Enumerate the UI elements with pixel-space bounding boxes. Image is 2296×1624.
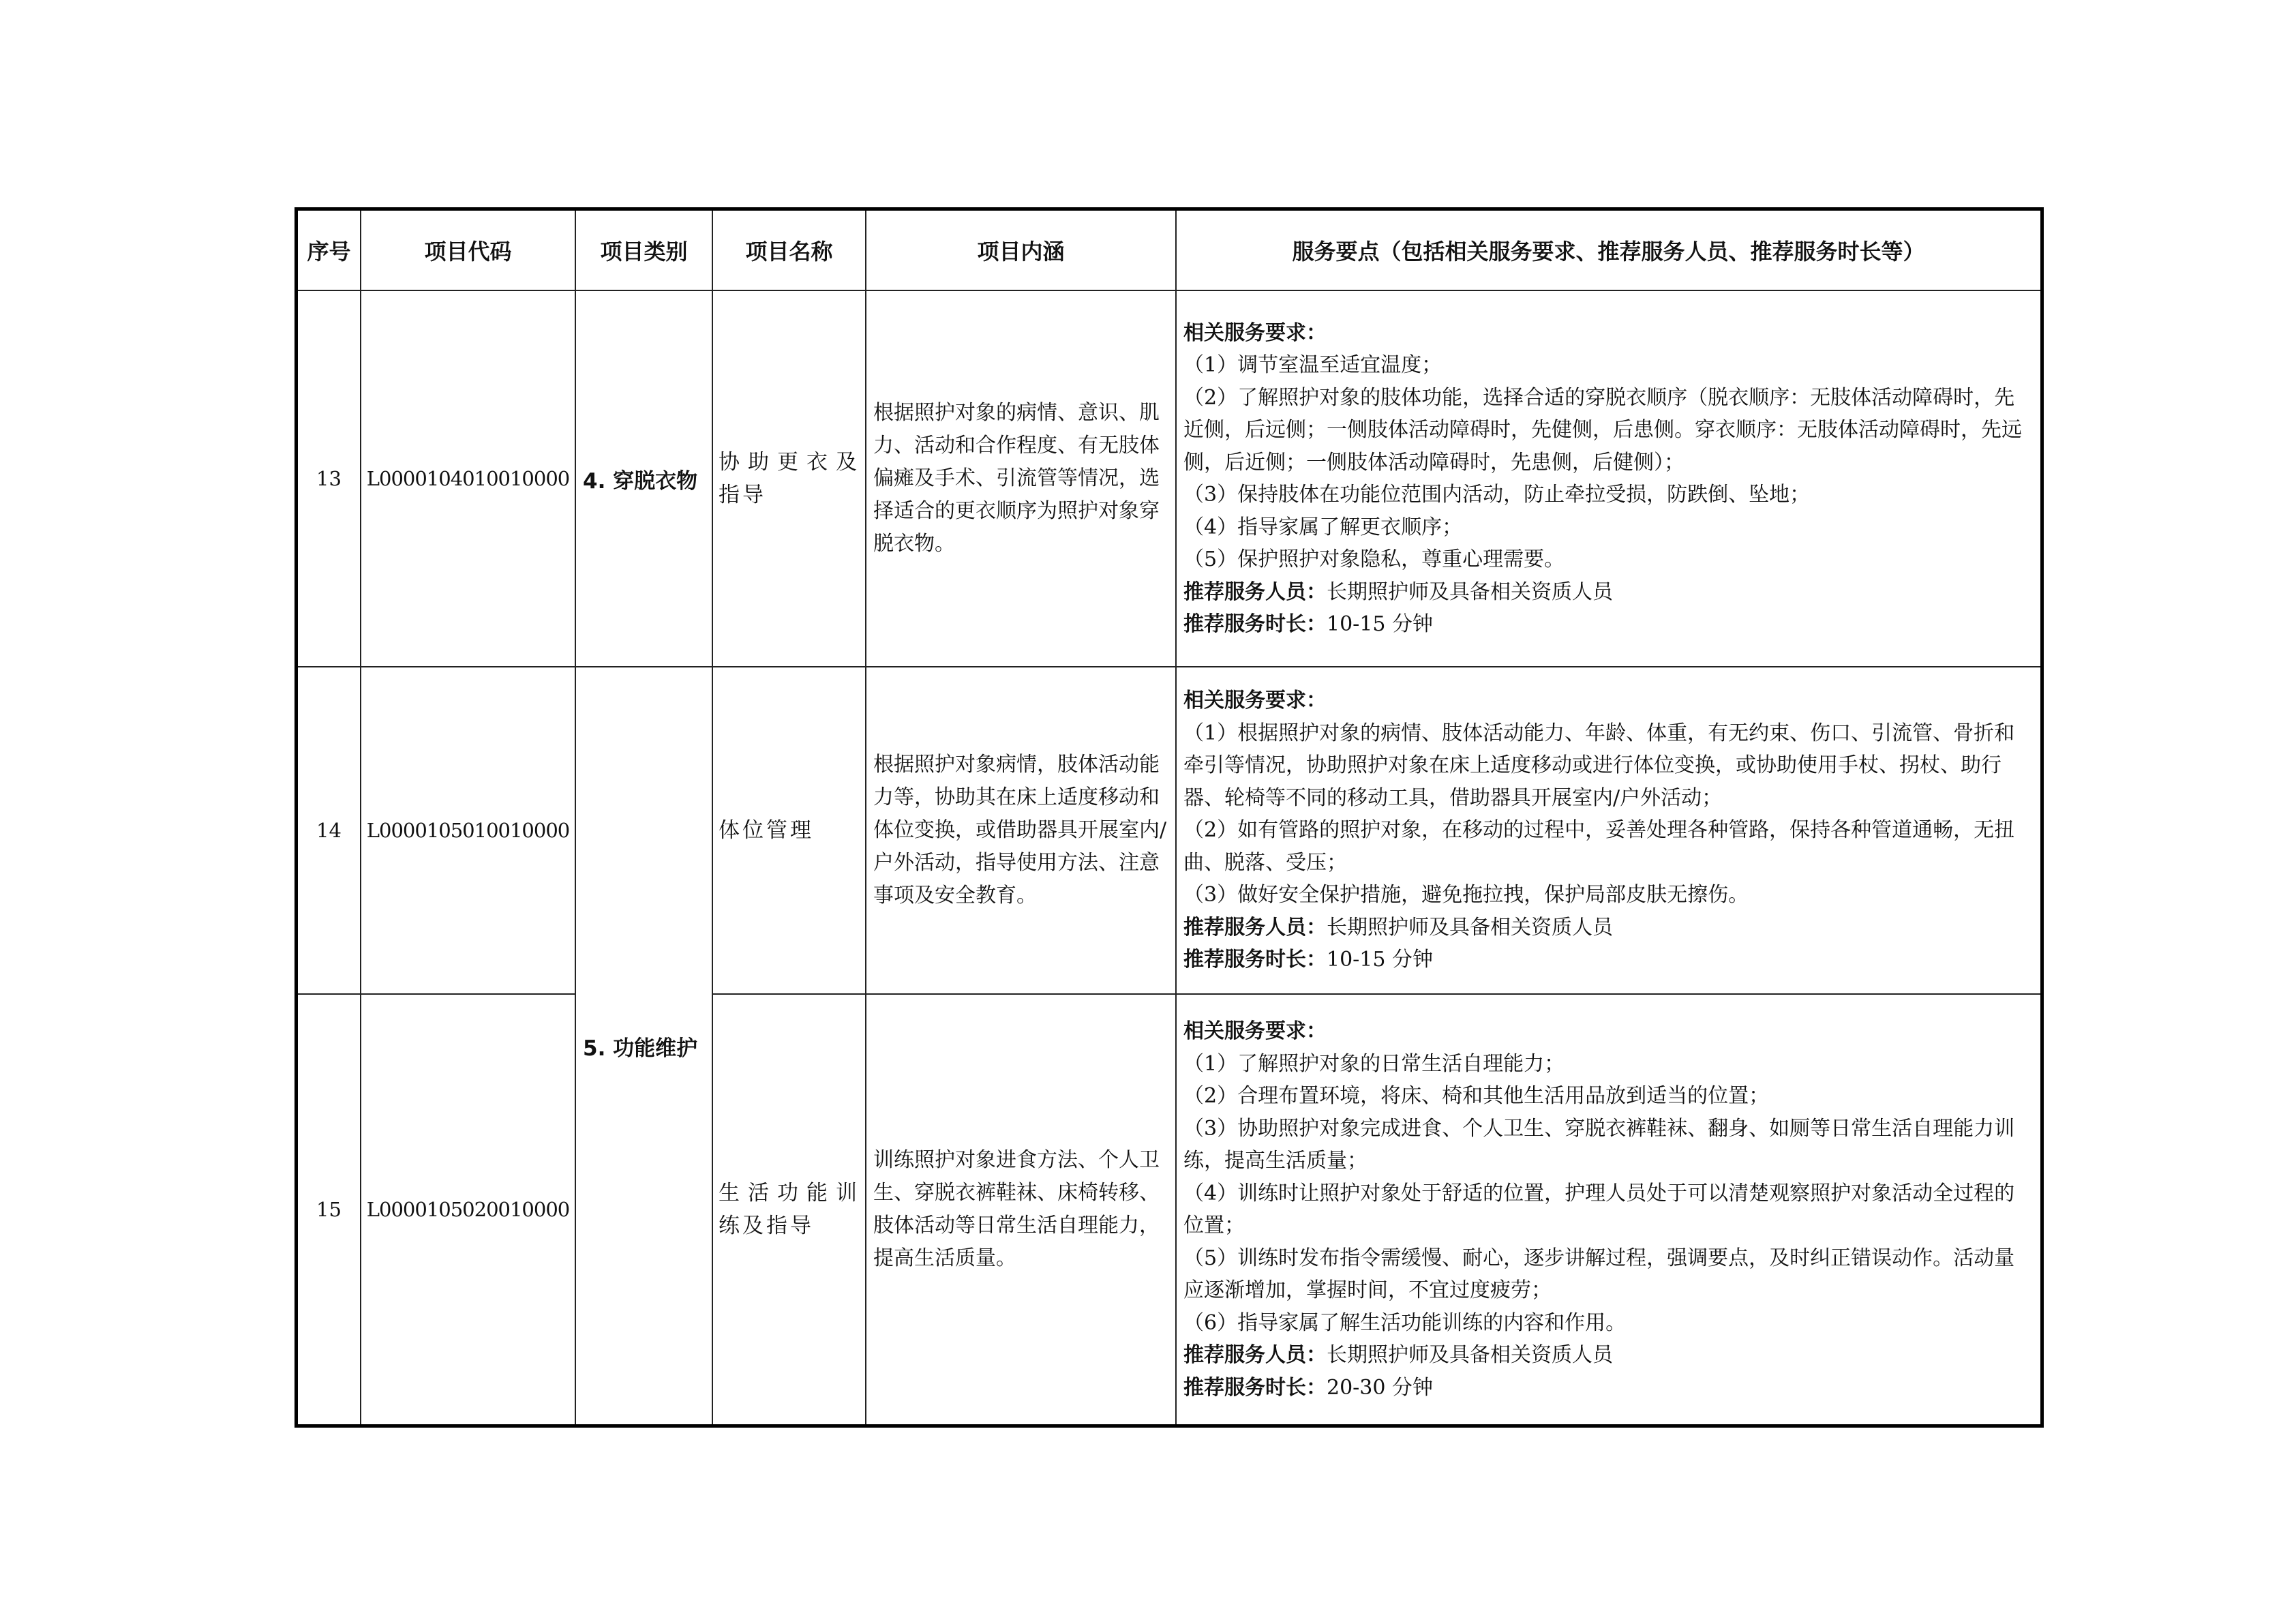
header-service: 服务要点（包括相关服务要求、推荐服务人员、推荐服务时长等） (1177, 211, 2040, 291)
category-dressing: 4. 穿脱衣物 (576, 291, 713, 667)
service-items-table (294, 207, 2044, 1428)
row-15-content: 训练照护对象进食方法、个人卫生、穿脱衣裤鞋袜、床椅转移、肢体活动等日常生活自理能力，提高生活质量。 (866, 995, 1177, 1424)
requirements-label: 相关服务要求： (1183, 689, 1327, 713)
recommended-duration: 推荐服务时长：10-15 分钟 (1183, 948, 1434, 972)
row-14-content: 根据照护对象病情，肢体活动能力等，协助其在床上适度移动和体位变换，或借助器具开展室内/户外活动，指导使用方法、注意事项及安全教育。 (866, 667, 1177, 995)
row-14-code: L0000105010010000 (361, 667, 576, 995)
header-content: 项目内涵 (866, 211, 1177, 291)
row-15-service (1177, 995, 2040, 1424)
row-13-service (1177, 291, 2040, 667)
requirement-item: （3）协助照护对象完成进食、个人卫生、穿脱衣裤鞋袜、翻身、如厕等日常生活自理能力训练，提高生活质量； (1183, 1116, 2015, 1173)
row-13-seq: 13 (298, 291, 361, 667)
category-function-maintenance: 5. 功能维护 (576, 667, 713, 1424)
row-15-seq: 15 (298, 995, 361, 1424)
header-category: 项目类别 (576, 211, 713, 291)
row-13-name: 协助更衣及指导 (713, 291, 866, 667)
requirement-item: （6）指导家属了解生活功能训练的内容和作用。 (1183, 1310, 1627, 1335)
requirement-item: （1）根据照护对象的病情、肢体活动能力、年龄、体重，有无约束、伤口、引流管、骨折和牵引等情况，协助照护对象在床上适度移动或进行体位变换，或协助使用手杖、拐杖、助行器、轮椅等不同的移动工具，借助器具开展室内/户外活动； (1183, 721, 2015, 810)
requirement-item: （3）做好安全保护措施，避免拖拉拽，保护局部皮肤无擦伤。 (1183, 883, 1749, 907)
recommended-staff: 推荐服务人员：长期照护师及具备相关资质人员 (1183, 1343, 1613, 1367)
header-name: 项目名称 (713, 211, 866, 291)
requirement-item: （1）调节室温至适宜温度； (1183, 353, 1442, 377)
requirement-item: （5）训练时发布指令需缓慢、耐心，逐步讲解过程，强调要点，及时纠正错误动作。活动量应逐渐增加，掌握时间，不宜过度疲劳； (1183, 1246, 2015, 1302)
row-15-code: L0000105020010000 (361, 995, 576, 1424)
requirements-label: 相关服务要求： (1183, 320, 1327, 345)
requirement-item: （2）如有管路的照护对象，在移动的过程中，妥善处理各种管路，保持各种管道通畅，无扭曲、脱落、受压； (1183, 818, 2015, 875)
requirement-item: （2）合理布置环境，将床、椅和其他生活用品放到适当的位置； (1183, 1084, 1770, 1108)
requirement-item: （3）保持肢体在功能位范围内活动，防止牵拉受损，防跌倒、坠地； (1183, 483, 1811, 507)
requirement-item: （4）训练时让照护对象处于舒适的位置，护理人员处于可以清楚观察照护对象活动全过程的位置； (1183, 1181, 2015, 1237)
requirement-item: （1）了解照护对象的日常生活自理能力； (1183, 1051, 1565, 1076)
row-14-seq: 14 (298, 667, 361, 995)
row-13-code: L0000104010010000 (361, 291, 576, 667)
row-15-name: 生活功能训练及指导 (713, 995, 866, 1424)
requirement-item: （5）保护照护对象隐私，尊重心理需要。 (1183, 547, 1565, 571)
recommended-staff: 推荐服务人员：长期照护师及具备相关资质人员 (1183, 915, 1613, 939)
requirement-item: （2）了解照护对象的肢体功能，选择合适的穿脱衣顺序（脱衣顺序：无肢体活动障碍时，先近侧，后远侧；一侧肢体活动障碍时，先健侧，后患侧。穿衣顺序：无肢体活动障碍时，先远侧，后近侧；一侧肢体活动障碍时，先患侧，后健侧）； (1183, 385, 2022, 475)
header-code: 项目代码 (361, 211, 576, 291)
recommended-duration: 推荐服务时长：20-30 分钟 (1183, 1375, 1434, 1400)
recommended-staff: 推荐服务人员：长期照护师及具备相关资质人员 (1183, 580, 1613, 604)
row-14-name: 体位管理 (713, 667, 866, 995)
header-seq: 序号 (298, 211, 361, 291)
recommended-duration: 推荐服务时长：10-15 分钟 (1183, 612, 1434, 636)
requirements-label: 相关服务要求： (1183, 1019, 1327, 1043)
requirement-item: （4）指导家属了解更衣顺序； (1183, 515, 1463, 539)
row-14-service (1177, 667, 2040, 995)
row-13-content: 根据照护对象的病情、意识、肌力、活动和合作程度、有无肢体偏瘫及手术、引流管等情况，选择适合的更衣顺序为照护对象穿脱衣物。 (866, 291, 1177, 667)
